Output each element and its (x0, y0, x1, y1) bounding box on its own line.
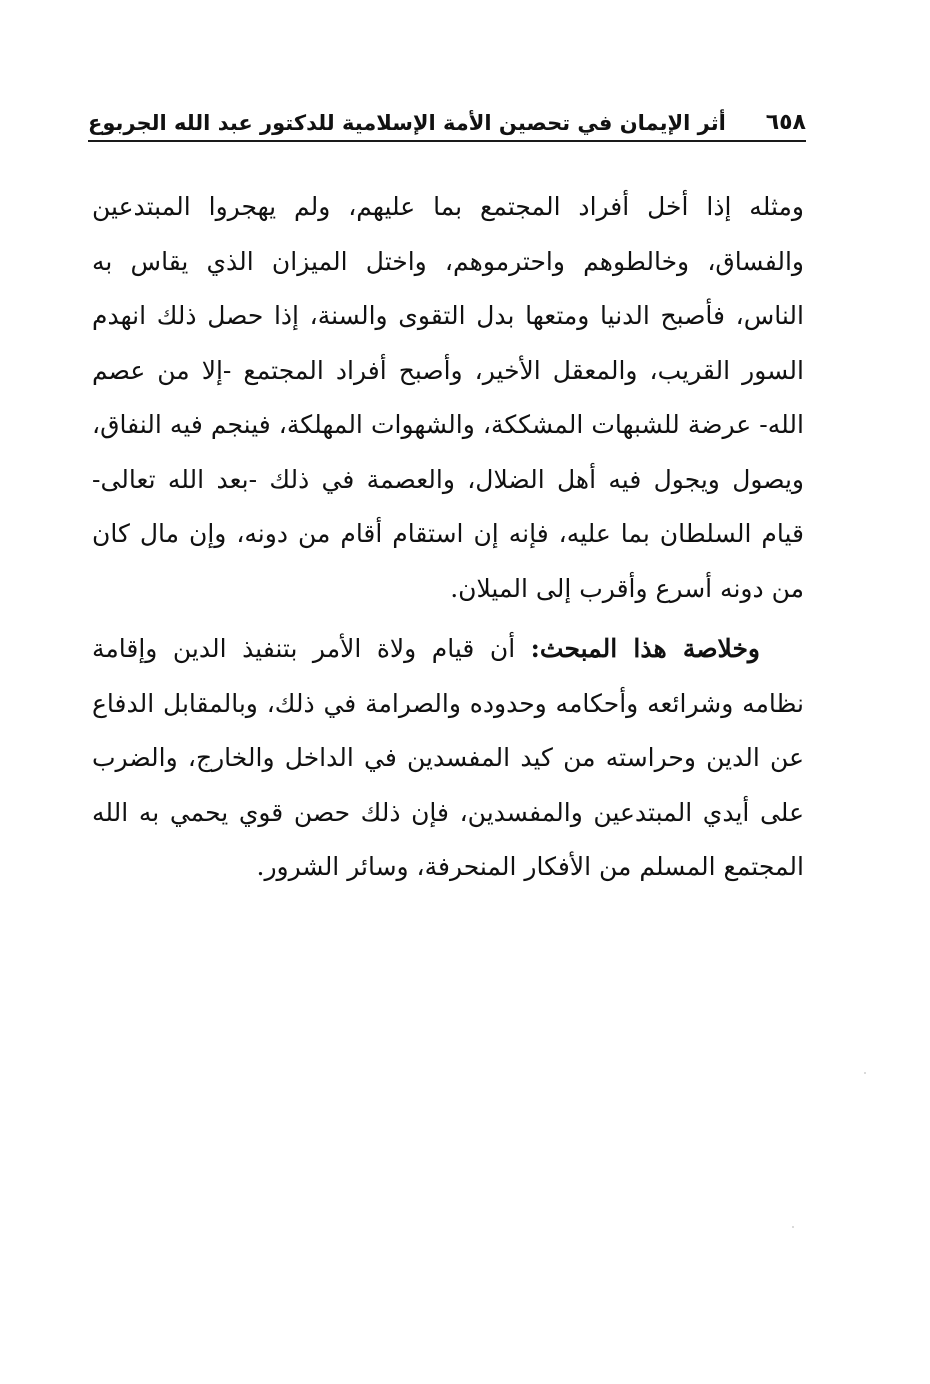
paragraph-2-lead: وخلاصة هذا المبحث: (530, 634, 760, 663)
paragraph-1 (92, 180, 804, 616)
header-title: أثر الإيمان في تحصين الأمة الإسلامية للدكتور عبد الله الجربوع (88, 111, 726, 135)
paragraph-1-text: ومثله إذا أخل أفراد المجتمع بما عليهم، ولم يهجروا المبتدعين والفساق، وخالطوهم واحترموهم، واختل الميزان الذي يقاس به الناس، فأصبح الدنيا ومتعها بدل التقوى والسنة، إذا حصل ذلك انهدم السور القريب، والمعقل الأخير، وأصبح أفراد المجتمع -إلا من عصم الله- عرضة للشبهات المشككة، والشهوات المهلكة، فينجم فيه النفاق، ويصول ويجول فيه أهل الضلال، والعصمة في ذلك -بعد الله تعالى- قيام السلطان بما عليه، فإنه إن استقام أقام من دونه، وإن مال كان من دونه أسرع وأقرب إلى الميلان. (92, 192, 804, 603)
paragraph-2-text: أن قيام ولاة الأمر بتنفيذ الدين وإقامة نظامه وشرائعه وأحكامه وحدوده والصرامة في ذلك، وبالمقابل الدفاع عن الدين وحراسته من كيد المفسدين في الداخل والخارج، والضرب على أيدي المبتدعين والمفسدين، فإن ذلك حصن قوي يحمي به الله المجتمع المسلم من الأفكار المنحرفة، وسائر الشرور. (92, 634, 804, 881)
scan-speck (792, 1226, 794, 1228)
page-number: ٦٥٨ (765, 110, 806, 135)
header-rule (88, 140, 806, 142)
body-text (92, 180, 804, 895)
running-header (88, 98, 806, 138)
scan-speck (864, 1072, 866, 1074)
paragraph-2 (92, 622, 804, 895)
